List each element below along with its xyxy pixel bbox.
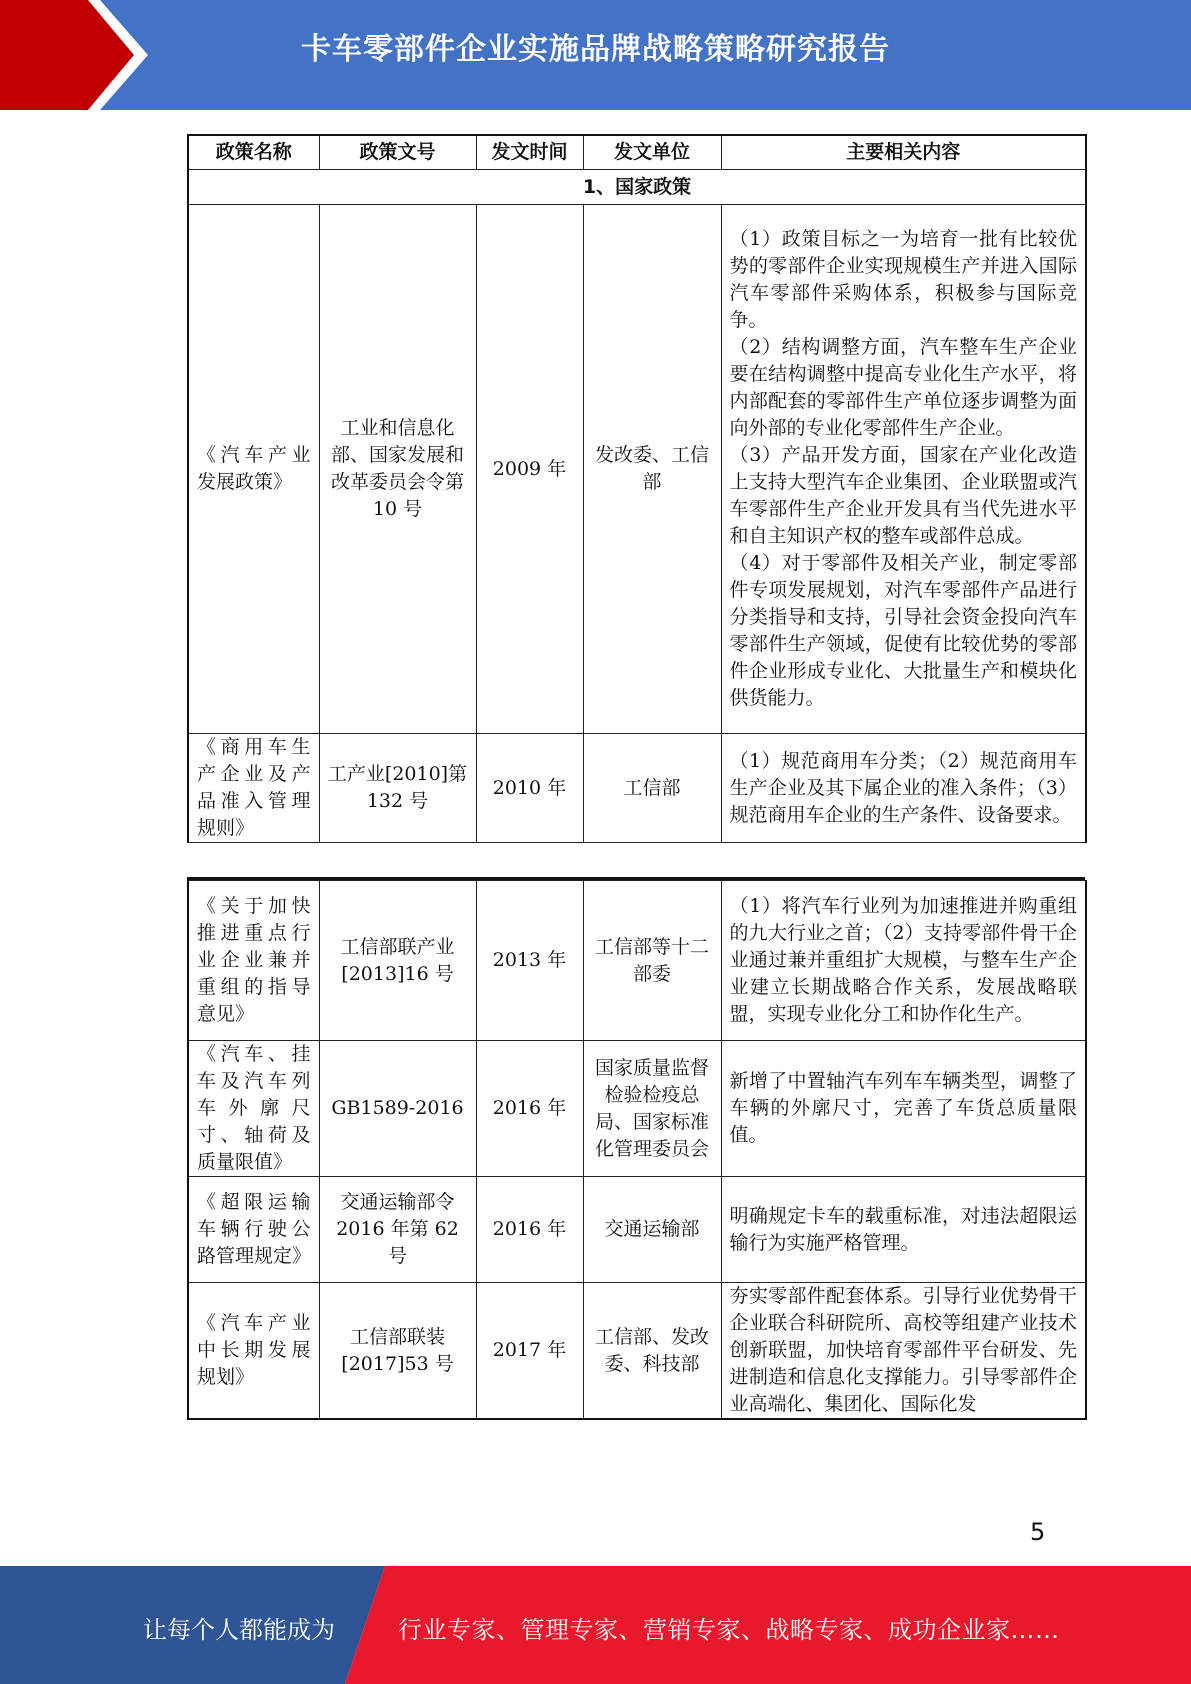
footer-slogan-right: 行业专家、管理专家、营销专家、战略专家、成功企业家……: [398, 1616, 1060, 1644]
table-row: [188, 1177, 1086, 1283]
policy-docno-cell: 工业和信息化部、国家发展和改革委员会令第 10 号: [319, 205, 476, 734]
policy-docno-cell: 工信部联产业[2013]16 号: [319, 881, 476, 1041]
header-cell-date: 发文时间: [476, 135, 583, 170]
content-paragraph: （3）产品开发方面，国家在产业化改造上支持大型汽车企业集团、企业联盟或汽车零部件生产企业开发具有当代先进水平和自主知识产权的整车或部件总成。: [729, 444, 1077, 547]
policy-name-cell: 《商用车生产企业及产品准入管理规则》: [188, 734, 319, 843]
policy-date-cell: 2016 年: [476, 1177, 583, 1283]
policy-issuer-cell: 工信部: [583, 734, 721, 843]
policy-name-cell: 《汽车产业中长期发展规划》: [188, 1283, 319, 1420]
table-row: [188, 1283, 1086, 1420]
policy-issuer-cell: 工信部等十二部委: [583, 881, 721, 1041]
header-cell-issuer: 发文单位: [583, 135, 721, 170]
policy-issuer-cell: 工信部、发改委、科技部: [583, 1283, 721, 1420]
policy-docno-cell: GB1589-2016: [319, 1041, 476, 1177]
policy-content-cell: （1）将汽车行业列为加速推进并购重组的九大行业之首；（2）支持零部件骨干企业通过兼并重组扩大规模，与整车生产企业建立长期战略合作关系，发展战略联盟，实现专业化分工和协作化生产。: [721, 881, 1086, 1041]
policy-name-cell: 《汽车、挂车及汽车列车外廓尺寸、轴荷及质量限值》: [188, 1041, 319, 1177]
section-title: 1、国家政策: [188, 170, 1086, 205]
policy-table-part2: [187, 880, 1087, 1420]
policy-content-cell: 明确规定卡车的载重标准，对违法超限运输行为实施严格管理。: [721, 1177, 1086, 1283]
policy-issuer-cell: 国家质量监督检验检疫总局、国家标准化管理委员会: [583, 1041, 721, 1177]
policy-issuer-cell: 发改委、工信部: [583, 205, 721, 734]
policy-docno-cell: 交通运输部令2016 年第 62 号: [319, 1177, 476, 1283]
page-title: 卡车零部件企业实施品牌战略策略研究报告: [301, 32, 890, 67]
table-header-row: [188, 135, 1086, 170]
policy-name-cell: 《关于加快推进重点行业企业兼并重组的指导意见》: [188, 881, 319, 1041]
policy-content-cell: [721, 205, 1086, 734]
table-row: [188, 881, 1086, 1041]
policy-content-cell: 新增了中置轴汽车列车车辆类型，调整了车辆的外廓尺寸，完善了车货总质量限值。: [721, 1041, 1086, 1177]
policy-name-cell: 《汽车产业发展政策》: [188, 205, 319, 734]
policy-name-cell: 《超限运输车辆行驶公路管理规定》: [188, 1177, 319, 1283]
table-row: [188, 1041, 1086, 1177]
policy-docno-cell: 工产业[2010]第 132 号: [319, 734, 476, 843]
table-row: [188, 734, 1086, 843]
content-paragraph: （2）结构调整方面，汽车整车生产企业要在结构调整中提高专业化生产水平，将内部配套的零部件生产单位逐步调整为面向外部的专业化零部件生产企业。: [729, 336, 1077, 439]
policy-issuer-cell: 交通运输部: [583, 1177, 721, 1283]
content-paragraph: （1）政策目标之一为培育一批有比较优势的零部件企业实现规模生产并进入国际汽车零部件采购体系，积极参与国际竞争。: [729, 228, 1077, 331]
policy-content-cell: （1）规范商用车分类；（2）规范商用车生产企业及其下属企业的准入条件；（3）规范商用车企业的生产条件、设备要求。: [721, 734, 1086, 843]
section-row: [188, 170, 1086, 205]
policy-date-cell: 2016 年: [476, 1041, 583, 1177]
content-paragraph: （4）对于零部件及相关产业，制定零部件专项发展规划，对汽车零部件产品进行分类指导和支持，引导社会资金投向汽车零部件生产领域，促使有比较优势的零部件企业形成专业化、大批量生产和模块化供货能力。: [729, 552, 1077, 709]
header-cell-name: 政策名称: [188, 135, 319, 170]
page-number: 5: [1030, 1518, 1046, 1546]
table-row: [188, 205, 1086, 734]
policy-table-part1: [187, 134, 1087, 843]
policy-date-cell: 2017 年: [476, 1283, 583, 1420]
policy-date-cell: 2009 年: [476, 205, 583, 734]
policy-content-cell: 夯实零部件配套体系。引导行业优势骨干企业联合科研院所、高校等组建产业技术创新联盟，加快培育零部件平台研发、先进制造和信息化支撑能力。引导零部件企业高端化、集团化、国际化发: [721, 1283, 1086, 1420]
header-bar: [0, 0, 1191, 110]
header-cell-docno: 政策文号: [319, 135, 476, 170]
header-cell-content: 主要相关内容: [721, 135, 1086, 170]
footer-slogan-left: 让每个人都能成为: [143, 1616, 335, 1644]
policy-docno-cell: 工信部联装[2017]53 号: [319, 1283, 476, 1420]
policy-date-cell: 2013 年: [476, 881, 583, 1041]
policy-date-cell: 2010 年: [476, 734, 583, 843]
